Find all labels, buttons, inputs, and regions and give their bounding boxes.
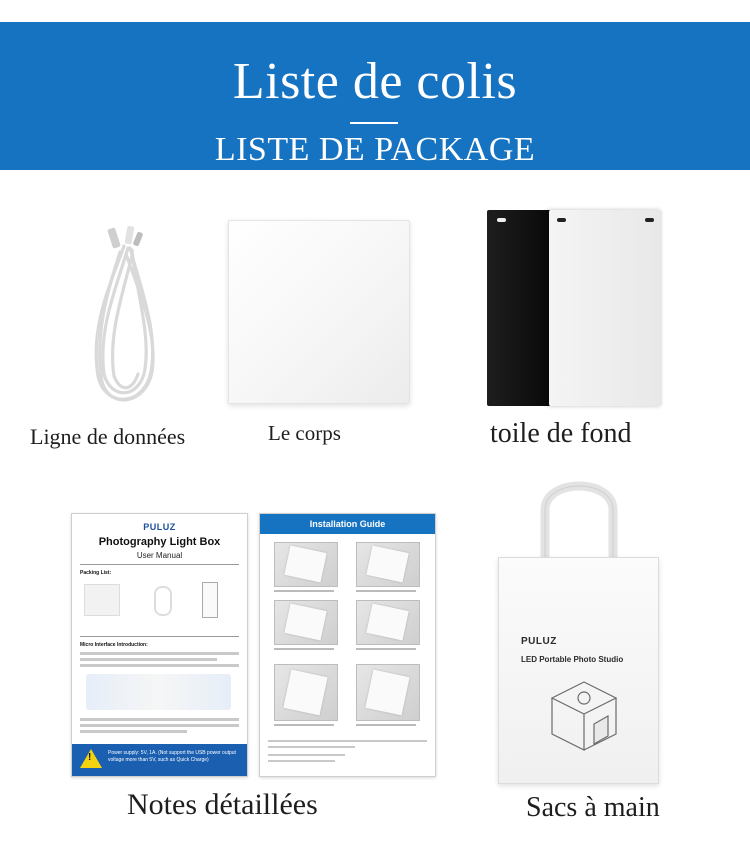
usb-cable-icon: [80, 226, 170, 411]
manual-subtitle: User Manual: [136, 551, 183, 560]
light-box-line-art-icon: [544, 668, 624, 758]
item-label-bags: Sacs à main: [526, 792, 660, 823]
tote-bag-icon: [498, 557, 659, 784]
cable-thumb: [154, 586, 172, 616]
item-label-data-line: Ligne de données: [30, 424, 186, 449]
light-box-thumb: [84, 584, 120, 616]
folded-light-box-icon: [228, 220, 410, 404]
bag-brand: PULUZ: [521, 636, 557, 647]
guide-title: Installation Guide: [260, 514, 435, 534]
guide-step-photo: [356, 664, 420, 721]
guide-step-photo: [274, 542, 338, 587]
bag-text: LED Portable Photo Studio: [521, 655, 624, 664]
interface-diagram: [86, 674, 231, 710]
manual-interface-heading: Micro Interface Introduction:: [80, 642, 148, 648]
manual-warning-text: Power supply: 5V, 1A. (Not support the USB power output voltage more than 5V, such as Quick Charge): [108, 750, 236, 763]
guide-step-photo: [274, 600, 338, 645]
page-subtitle: LISTE DE PACKAGE: [214, 131, 536, 168]
black-backdrop: [487, 210, 551, 406]
installation-guide-sheet: [259, 513, 436, 777]
page-title: Liste de colis: [232, 53, 518, 110]
white-backdrop: [549, 210, 662, 406]
manual-booklet-icon: [71, 513, 248, 777]
manual-warning: ! Power supply: 5V, 1A. (Not support the USB power output voltage more than 5V, such as Quick Charge): [72, 744, 247, 776]
manual-title: Photography Light Box: [98, 536, 221, 548]
guide-step-photo: [356, 542, 420, 587]
guide-step-photo: [274, 664, 338, 721]
guide-step-photo: [356, 600, 420, 645]
manual-packing-heading: Packing List:: [80, 570, 112, 576]
header-banner: [0, 22, 750, 170]
manual-brand: PULUZ: [143, 522, 176, 532]
item-label-notes: Notes détaillées: [127, 788, 318, 821]
item-label-backdrop: toile de fond: [490, 418, 632, 449]
title-divider: [350, 122, 398, 124]
backdrop-thumb: [202, 582, 218, 618]
item-label-body: Le corps: [268, 421, 341, 445]
